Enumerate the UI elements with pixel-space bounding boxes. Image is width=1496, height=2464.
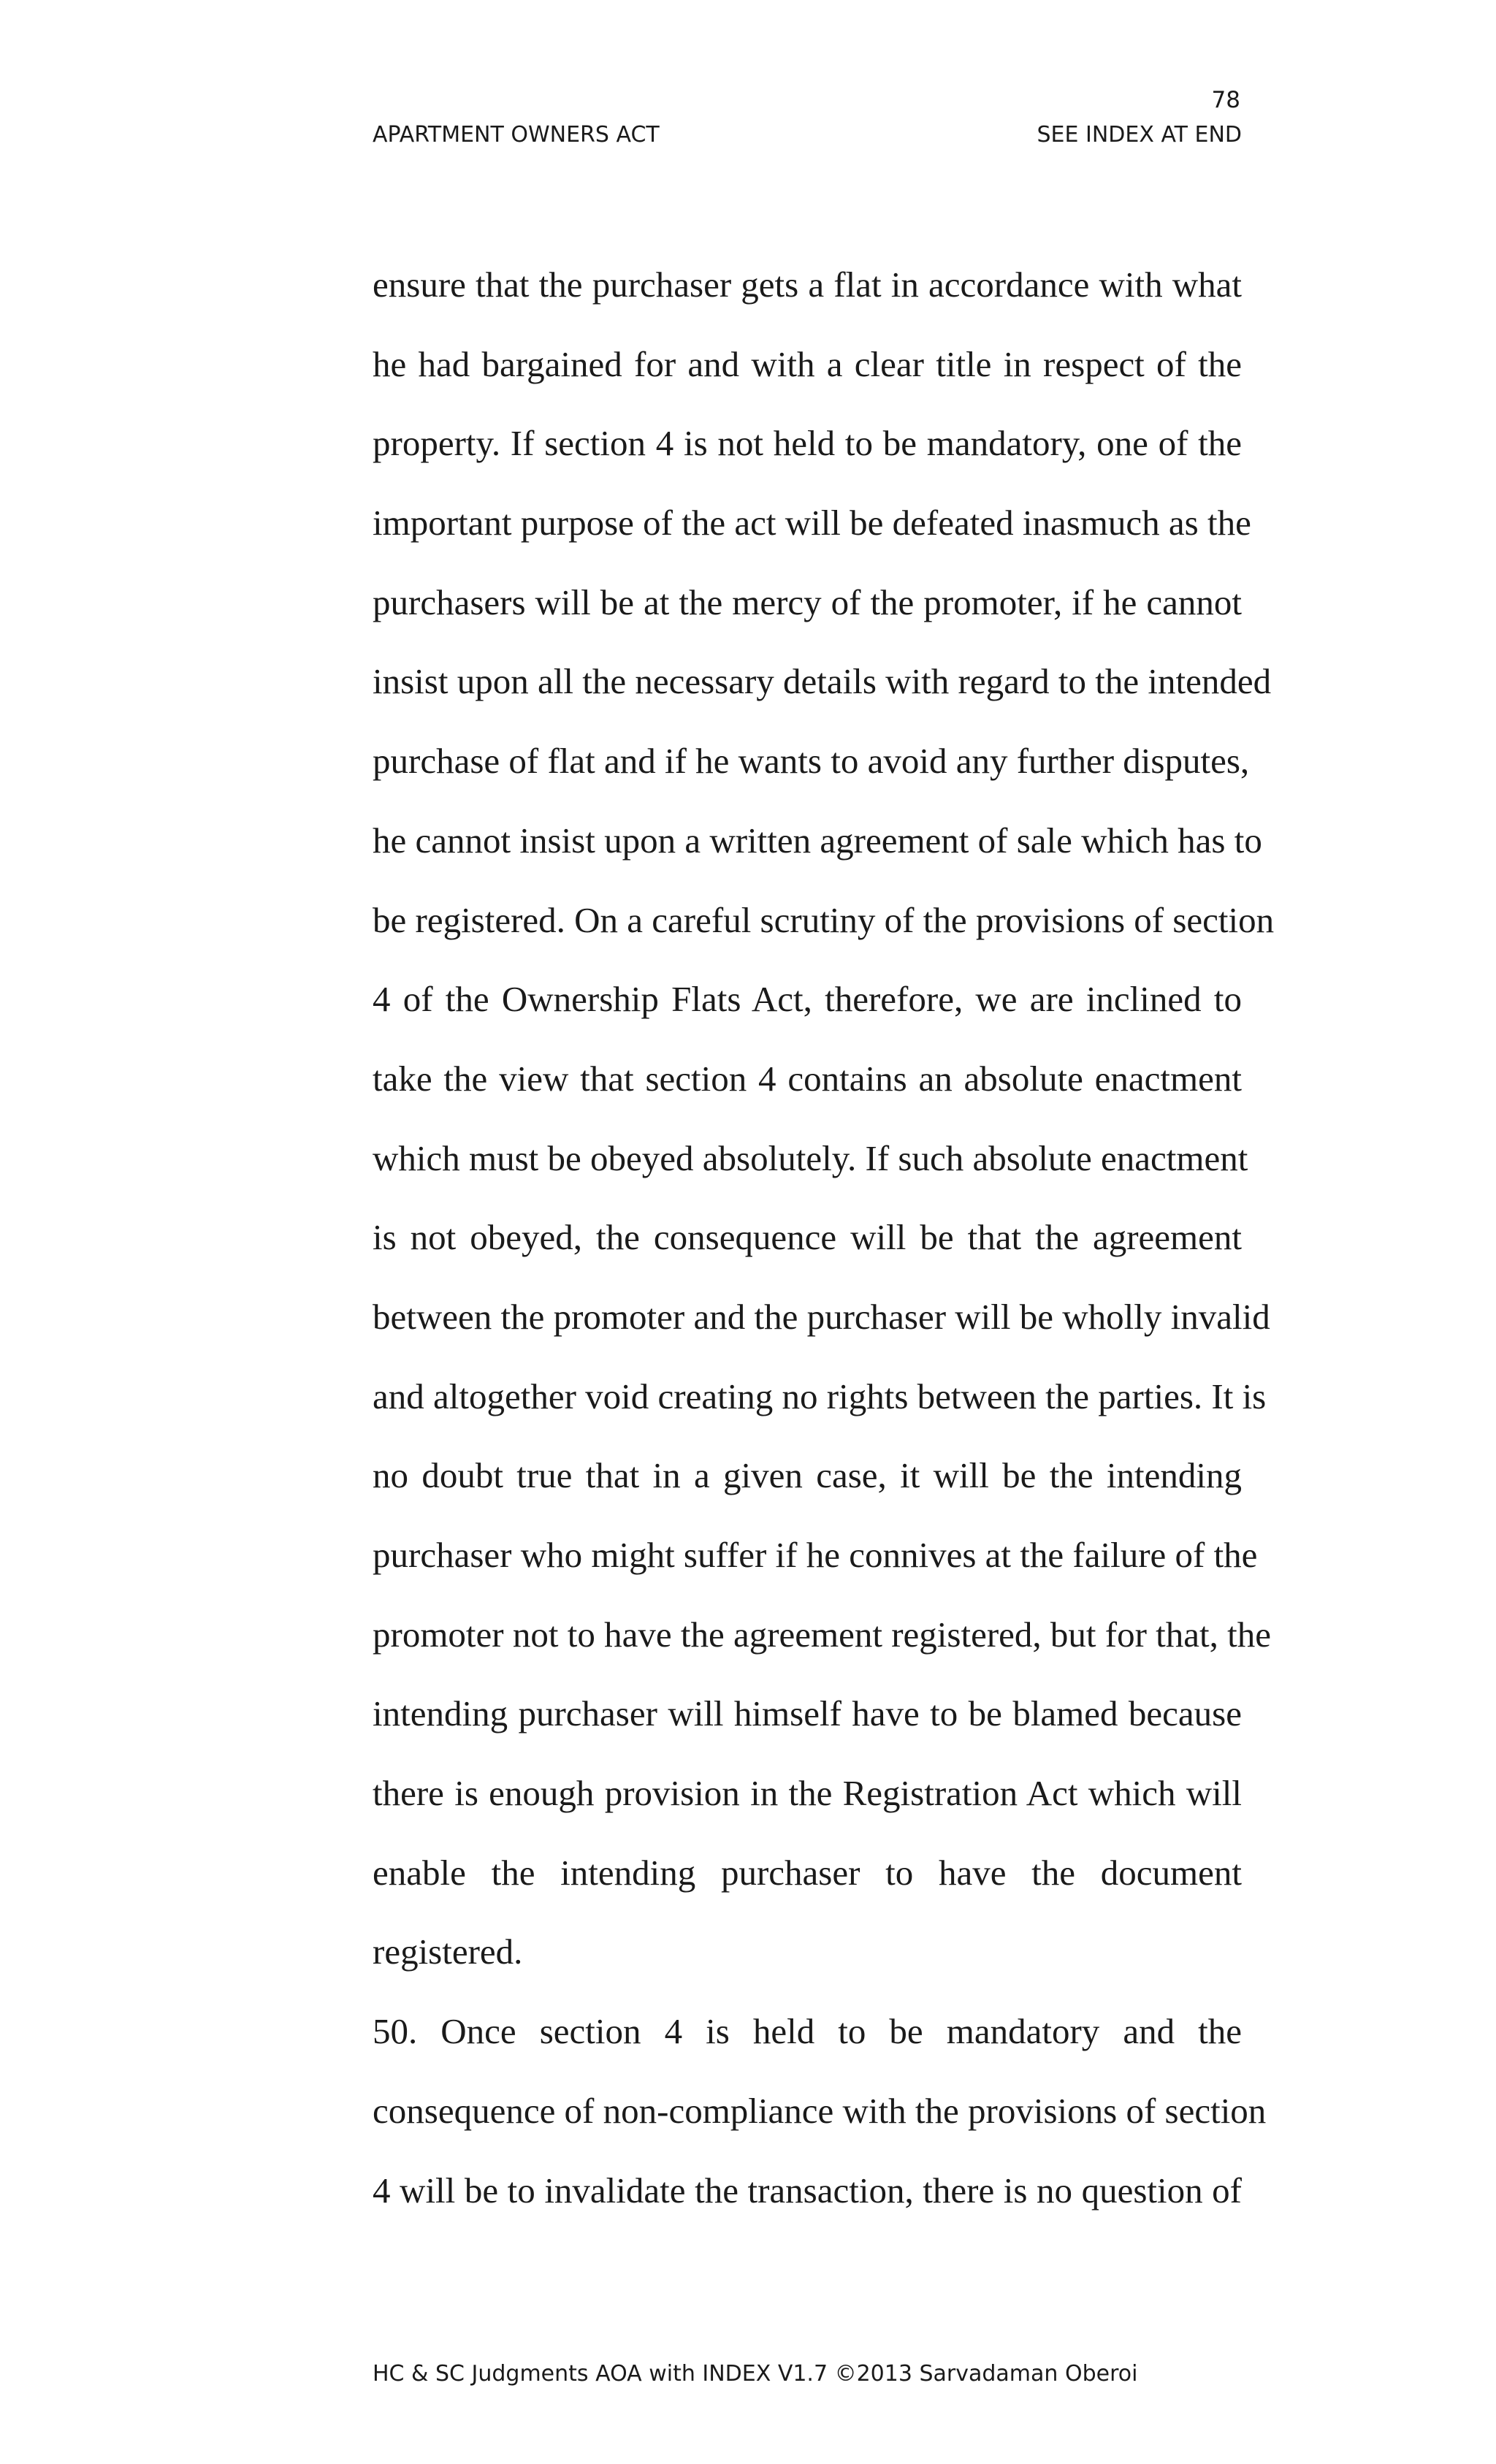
body-line: ensure that the purchaser gets a flat in accordance with what <box>373 264 1242 305</box>
body-line: enable the intending purchaser to have the document <box>373 1852 1242 1893</box>
body-line: property. If section 4 is not held to be mandatory, one of the <box>373 423 1242 464</box>
body-text <box>373 259 1275 2244</box>
body-line: promoter not to have the agreement registered, but for that, the <box>373 1614 1272 1655</box>
body-line: and altogether void creating no rights between the parties. It is <box>373 1376 1267 1416</box>
body-line: consequence of non-compliance with the provisions of section <box>373 2090 1267 2131</box>
header-right-note: SEE INDEX AT END <box>1037 122 1242 148</box>
body-line: purchase of flat and if he wants to avoid any further disputes, <box>373 741 1250 782</box>
body-line: registered. <box>373 1931 523 1972</box>
running-header <box>373 124 1242 146</box>
body-line: 4 of the Ownership Flats Act, therefore, we are inclined to <box>373 979 1242 1020</box>
body-line: he cannot insist upon a written agreement of sale which has to <box>373 820 1262 861</box>
page-number: 78 <box>1211 87 1240 113</box>
body-line: important purpose of the act will be defeated inasmuch as the <box>373 503 1251 543</box>
body-line: he had bargained for and with a clear title in respect of the <box>373 343 1242 384</box>
body-line: intending purchaser will himself have to be blamed because <box>373 1693 1242 1734</box>
body-line: there is enough provision in the Registration Act which will <box>373 1773 1242 1814</box>
body-line: which must be obeyed absolutely. If such absolute enactment <box>373 1137 1248 1178</box>
body-line: no doubt true that in a given case, it will be the intending <box>373 1455 1242 1496</box>
body-line: 4 will be to invalidate the transaction, there is no question of <box>373 2170 1242 2211</box>
paragraph-50-start: 50. Once section 4 is held to be mandatory and the <box>373 2011 1242 2052</box>
body-line: be registered. On a careful scrutiny of the provisions of section <box>373 899 1275 940</box>
body-line: between the promoter and the purchaser will be wholly invalid <box>373 1296 1270 1337</box>
body-line: is not obeyed, the consequence will be that the agreement <box>373 1217 1242 1258</box>
header-left-title: APARTMENT OWNERS ACT <box>373 122 660 148</box>
body-line: take the view that section 4 contains an absolute enactment <box>373 1058 1242 1099</box>
body-line: insist upon all the necessary details with regard to the intended <box>373 661 1272 702</box>
body-line: purchasers will be at the mercy of the promoter, if he cannot <box>373 581 1242 622</box>
body-line: purchaser who might suffer if he connives at the failure of the <box>373 1535 1258 1575</box>
page-footer: HC & SC Judgments AOA with INDEX V1.7 ©2013 Sarvadaman Oberoi <box>373 2361 1138 2387</box>
